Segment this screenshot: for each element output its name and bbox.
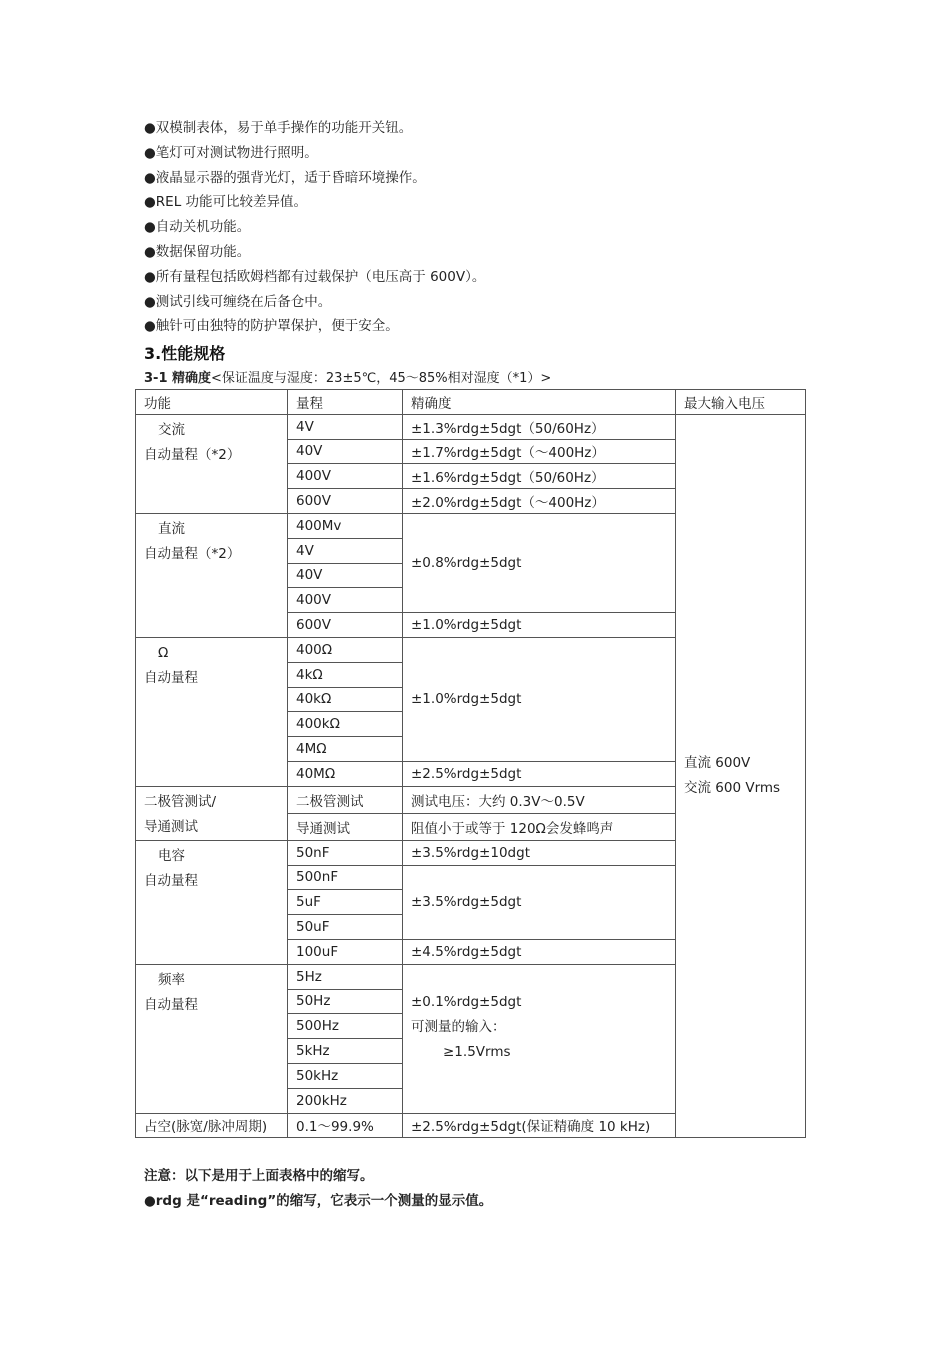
accuracy-cell: ±3.5%rdg±10dgt [403,840,676,865]
accuracy-cell: ±4.5%rdg±5dgt [403,939,676,964]
accuracy-cell: ±0.8%rdg±5dgt [403,513,676,612]
range-cell: 600V [288,489,403,514]
header-accuracy: 精确度 [403,390,676,415]
range-cell: 二极管测试 [288,786,403,813]
subsection-number: 3-1 精确度 [144,371,212,386]
table-header-row [136,390,806,415]
accuracy-cell: ±2.0%rdg±5dgt（～400Hz） [403,489,676,514]
function-duty: 占空(脉宽/脉冲周期) [136,1113,288,1138]
accuracy-cell: ±1.3%rdg±5dgt（50/60Hz） [403,414,676,439]
range-cell: 导通测试 [288,813,403,840]
header-max-input: 最大输入电压 [676,390,806,415]
table-row [136,414,806,439]
range-cell: 4V [288,538,403,563]
range-cell: 5kHz [288,1039,403,1064]
accuracy-cell: 阻值小于或等于 120Ω会发蜂鸣声 [403,813,676,840]
feature-item: ●自动关机功能。 [144,219,251,236]
range-cell: 500Hz [288,1014,403,1039]
accuracy-cell: ±2.5%rdg±5dgt(保证精确度 10 kHz) [403,1113,676,1138]
range-cell: 40MΩ [288,761,403,786]
feature-item: ●数据保留功能。 [144,243,251,260]
header-range: 量程 [288,390,403,415]
range-cell: 100uF [288,939,403,964]
feature-item: ●所有量程包括欧姆档都有过载保护（电压高于 600V）。 [144,268,486,285]
range-cell: 200kHz [288,1088,403,1113]
function-diode: 二极管测试/ 导通测试 [136,786,288,840]
accuracy-cell: ±1.0%rdg±5dgt [403,637,676,761]
note-line: 注意：以下是用于上面表格中的缩写。 [144,1168,374,1184]
accuracy-cell: ±2.5%rdg±5dgt [403,761,676,786]
feature-item: ●笔灯可对测试物进行照明。 [144,144,318,161]
accuracy-cell: ±1.6%rdg±5dgt（50/60Hz） [403,464,676,489]
subsection-condition: <保证温度与湿度：23±5℃，45～85%相对湿度（*1）> [211,371,552,386]
accuracy-cell: ±0.1%rdg±5dgt 可测量的输入： ≥1.5Vrms [403,964,676,1113]
header-function: 功能 [136,390,288,415]
range-cell: 50Hz [288,989,403,1014]
feature-item: ●双模制表体，易于单手操作的功能开关钮。 [144,120,413,136]
range-cell: 40kΩ [288,687,403,712]
subsection-title [144,367,551,386]
accuracy-cell: ±1.0%rdg±5dgt [403,613,676,638]
feature-list [144,116,485,339]
function-capacitance: 电容 自动量程 [136,840,288,964]
range-cell: 0.1～99.9% [288,1113,403,1138]
notes [144,1164,492,1214]
range-cell: 400Ω [288,637,403,662]
range-cell: 5uF [288,890,403,915]
range-cell: 5Hz [288,964,403,989]
accuracy-cell: 测试电压：大约 0.3V～0.5V [403,786,676,813]
feature-item: ●液晶显示器的强背光灯，适于昏暗环境操作。 [144,169,426,186]
range-cell: 4kΩ [288,662,403,687]
function-ac: 交流 自动量程（*2） [136,414,288,513]
range-cell: 400V [288,588,403,613]
range-cell: 500nF [288,865,403,890]
accuracy-cell: ±3.5%rdg±5dgt [403,865,676,939]
range-cell: 600V [288,613,403,638]
range-cell: 50kHz [288,1063,403,1088]
feature-item: ●REL 功能可比较差异值。 [144,194,308,211]
function-frequency: 频率 自动量程 [136,964,288,1113]
max-input-cell: 直流 600V 交流 600 Vrms [676,414,806,1138]
range-cell: 40V [288,563,403,588]
function-dc: 直流 自动量程（*2） [136,513,288,637]
range-cell: 400kΩ [288,712,403,737]
range-cell: 4MΩ [288,737,403,762]
range-cell: 4V [288,414,403,439]
range-cell: 50uF [288,915,403,940]
feature-item: ●触针可由独特的防护罩保护，便于安全。 [144,318,399,335]
function-ohm: Ω 自动量程 [136,637,288,786]
feature-item: ●测试引线可缠绕在后备仓中。 [144,293,332,310]
section-title: 3.性能规格 [144,344,226,363]
spec-table [135,389,806,1138]
range-cell: 400V [288,464,403,489]
range-cell: 400Mv [288,513,403,538]
note-line: ●rdg 是“reading”的缩写，它表示一个测量的显示值。 [144,1193,493,1209]
range-cell: 40V [288,439,403,464]
range-cell: 50nF [288,840,403,865]
accuracy-cell: ±1.7%rdg±5dgt（～400Hz） [403,439,676,464]
